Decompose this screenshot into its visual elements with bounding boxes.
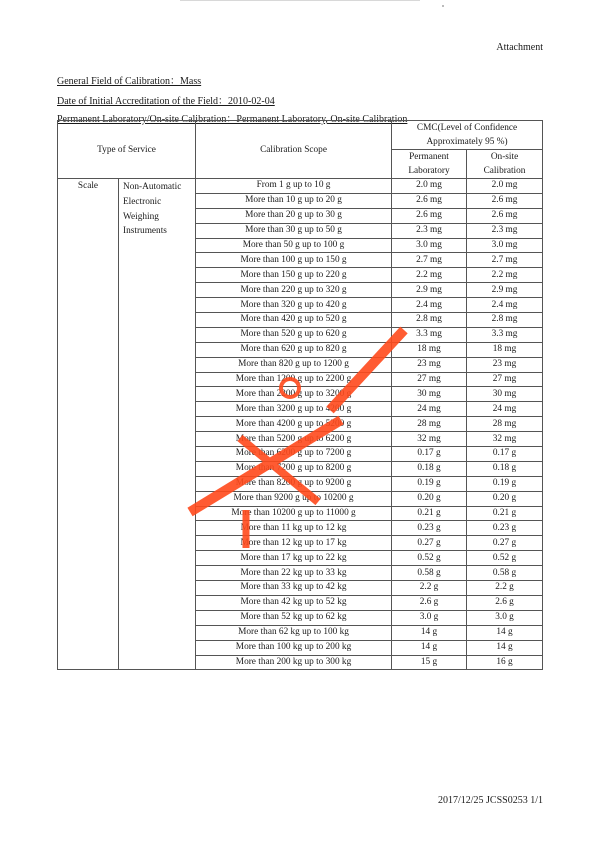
permanent-cmc-cell: 0.21 g	[392, 506, 467, 521]
calibration-scope-cell: More than 2200 g up to 3200 g	[196, 387, 392, 402]
onsite-cmc-cell: 2.7 mg	[467, 253, 543, 268]
onsite-cmc-cell: 14 g	[467, 625, 543, 640]
calibration-scope-cell: More than 11 kg up to 12 kg	[196, 521, 392, 536]
onsite-cmc-cell: 0.27 g	[467, 536, 543, 551]
calibration-scope-cell: More than 100 g up to 150 g	[196, 253, 392, 268]
calibration-table-body	[58, 179, 543, 670]
calibration-scope-header: Calibration Scope	[196, 121, 392, 179]
cmc-header-line-2: Approximately 95 %)	[426, 137, 508, 147]
calibration-scope-cell: More than 520 g up to 620 g	[196, 327, 392, 342]
calibration-scope-cell: More than 30 g up to 50 g	[196, 223, 392, 238]
permanent-cmc-cell: 0.20 g	[392, 491, 467, 506]
onsite-cmc-cell: 28 mg	[467, 417, 543, 432]
permanent-cmc-cell: 3.0 g	[392, 610, 467, 625]
permanent-cmc-cell: 18 mg	[392, 342, 467, 357]
onsite-cmc-cell: 2.8 mg	[467, 313, 543, 328]
calibration-scope-cell: More than 4200 g up to 5200 g	[196, 417, 392, 432]
permanent-cmc-cell: 14 g	[392, 625, 467, 640]
onsite-cmc-cell: 2.2 g	[467, 581, 543, 596]
calibration-table	[57, 120, 543, 670]
cmc-header-line-1: CMC(Level of Confidence	[416, 123, 518, 133]
calibration-scope-cell: More than 1200 g up to 2200 g	[196, 372, 392, 387]
onsite-cmc-cell: 2.9 mg	[467, 283, 543, 298]
permanent-cmc-cell: 23 mg	[392, 357, 467, 372]
instrument-type-line: Weighing	[123, 211, 159, 222]
calibration-scope-cell: More than 50 g up to 100 g	[196, 238, 392, 253]
onsite-cmc-cell: 2.6 mg	[467, 193, 543, 208]
onsite-cmc-cell: 2.6 g	[467, 595, 543, 610]
permanent-cmc-cell: 2.3 mg	[392, 223, 467, 238]
onsite-cmc-cell: 32 mg	[467, 432, 543, 447]
calibration-scope-cell: More than 12 kg up to 17 kg	[196, 536, 392, 551]
onsite-cmc-cell: 2.3 mg	[467, 223, 543, 238]
permanent-cmc-cell: 2.4 mg	[392, 298, 467, 313]
onsite-cmc-cell: 0.58 g	[467, 566, 543, 581]
onsite-cmc-cell: 30 mg	[467, 387, 543, 402]
calibration-scope-cell: More than 20 g up to 30 g	[196, 208, 392, 223]
permanent-cmc-cell: 2.2 mg	[392, 268, 467, 283]
calibration-scope-cell: More than 220 g up to 320 g	[196, 283, 392, 298]
onsite-cmc-cell: 16 g	[467, 655, 543, 670]
calibration-scope-cell: More than 8200 g up to 9200 g	[196, 476, 392, 491]
calibration-scope-cell: More than 52 kg up to 62 kg	[196, 610, 392, 625]
onsite-cmc-cell: 0.18 g	[467, 461, 543, 476]
permanent-cmc-cell: 2.9 mg	[392, 283, 467, 298]
calibration-scope-cell: More than 62 kg up to 100 kg	[196, 625, 392, 640]
calibration-scope-cell: More than 3200 g up to 4200 g	[196, 402, 392, 417]
calibration-scope-cell: From 1 g up to 10 g	[196, 179, 392, 194]
document-footer: 2017/12/25 JCSS0253 1/1	[437, 795, 543, 806]
instrument-type-line: Instruments	[123, 226, 167, 237]
initial-accreditation-line: Date of Initial Accreditation of the Field：2010-02-04	[57, 96, 275, 107]
calibration-scope-cell: More than 150 g up to 220 g	[196, 268, 392, 283]
onsite-cmc-cell: 3.0 mg	[467, 238, 543, 253]
calibration-scope-cell: More than 620 g up to 820 g	[196, 342, 392, 357]
onsite-cmc-cell: 3.0 g	[467, 610, 543, 625]
calibration-scope-cell: More than 100 kg up to 200 kg	[196, 640, 392, 655]
onsite-cmc-cell: 0.19 g	[467, 476, 543, 491]
instrument-type-line: Electronic	[123, 196, 162, 207]
onsite-cmc-cell: 14 g	[467, 640, 543, 655]
calibration-scope-cell: More than 7200 g up to 8200 g	[196, 461, 392, 476]
permanent-cmc-cell: 30 mg	[392, 387, 467, 402]
onsite-header-line-1: On-site	[490, 152, 519, 162]
permanent-laboratory-header	[392, 150, 467, 179]
onsite-cmc-cell: 0.21 g	[467, 506, 543, 521]
general-field-line: General Field of Calibration：Mass	[57, 76, 202, 87]
permanent-cmc-cell: 28 mg	[392, 417, 467, 432]
calibration-scope-cell: More than 42 kg up to 52 kg	[196, 595, 392, 610]
calibration-scope-cell: More than 420 g up to 520 g	[196, 313, 392, 328]
onsite-cmc-cell: 27 mg	[467, 372, 543, 387]
onsite-cmc-cell: 0.20 g	[467, 491, 543, 506]
instrument-type-cell	[119, 179, 196, 670]
permanent-cmc-cell: 3.0 mg	[392, 238, 467, 253]
calibration-scope-cell: More than 10 g up to 20 g	[196, 193, 392, 208]
calibration-scope-cell: More than 6200 g up to 7200 g	[196, 447, 392, 462]
onsite-cmc-cell: 2.0 mg	[467, 179, 543, 194]
attachment-label: Attachment	[496, 42, 543, 53]
onsite-cmc-cell: 18 mg	[467, 342, 543, 357]
onsite-cmc-cell: 2.2 mg	[467, 268, 543, 283]
permanent-cmc-cell: 2.2 g	[392, 581, 467, 596]
onsite-cmc-cell: 3.3 mg	[467, 327, 543, 342]
calibration-scope-cell: More than 200 kg up to 300 kg	[196, 655, 392, 670]
calibration-scope-cell: More than 17 kg up to 22 kg	[196, 551, 392, 566]
permanent-cmc-cell: 2.6 g	[392, 595, 467, 610]
service-category-cell: Scale	[58, 179, 119, 670]
onsite-cmc-cell: 0.17 g	[467, 447, 543, 462]
permanent-cmc-cell: 0.27 g	[392, 536, 467, 551]
scan-speck	[442, 5, 444, 7]
calibration-scope-cell: More than 320 g up to 420 g	[196, 298, 392, 313]
permanent-cmc-cell: 2.0 mg	[392, 179, 467, 194]
calibration-scope-cell: More than 820 g up to 1200 g	[196, 357, 392, 372]
permanent-cmc-cell: 0.52 g	[392, 551, 467, 566]
permanent-cmc-cell: 0.17 g	[392, 447, 467, 462]
onsite-cmc-cell: 0.23 g	[467, 521, 543, 536]
onsite-cmc-cell: 2.4 mg	[467, 298, 543, 313]
cmc-header	[392, 121, 543, 150]
permanent-cmc-cell: 15 g	[392, 655, 467, 670]
permanent-cmc-cell: 2.6 mg	[392, 193, 467, 208]
permanent-header-line-2: Laboratory	[408, 166, 450, 176]
calibration-scope-cell: More than 10200 g up to 11000 g	[196, 506, 392, 521]
onsite-cmc-cell: 23 mg	[467, 357, 543, 372]
onsite-header-line-2: Calibration	[483, 166, 526, 176]
scan-edge-line	[180, 0, 420, 1]
permanent-cmc-cell: 32 mg	[392, 432, 467, 447]
permanent-cmc-cell: 14 g	[392, 640, 467, 655]
permanent-cmc-cell: 0.19 g	[392, 476, 467, 491]
onsite-cmc-cell: 0.52 g	[467, 551, 543, 566]
permanent-header-line-1: Permanent	[409, 152, 449, 162]
onsite-calibration-header	[467, 150, 543, 179]
permanent-cmc-cell: 24 mg	[392, 402, 467, 417]
laboratory-type-line: Permanent Laboratory/On-site Calibration：Permanent Laboratory, On-site Calibration	[57, 114, 408, 125]
calibration-scope-cell: More than 22 kg up to 33 kg	[196, 566, 392, 581]
instrument-type-line: Non-Automatic	[123, 182, 182, 192]
onsite-cmc-cell: 24 mg	[467, 402, 543, 417]
calibration-scope-cell: More than 5200 g up to 6200 g	[196, 432, 392, 447]
type-of-service-header: Type of Service	[58, 121, 196, 179]
onsite-cmc-cell: 2.6 mg	[467, 208, 543, 223]
permanent-cmc-cell: 0.58 g	[392, 566, 467, 581]
permanent-cmc-cell: 0.18 g	[392, 461, 467, 476]
permanent-cmc-cell: 0.23 g	[392, 521, 467, 536]
permanent-cmc-cell: 3.3 mg	[392, 327, 467, 342]
calibration-scope-cell: More than 33 kg up to 42 kg	[196, 581, 392, 596]
table-row	[58, 179, 543, 194]
permanent-cmc-cell: 27 mg	[392, 372, 467, 387]
calibration-scope-cell: More than 9200 g up to 10200 g	[196, 491, 392, 506]
permanent-cmc-cell: 2.6 mg	[392, 208, 467, 223]
permanent-cmc-cell: 2.7 mg	[392, 253, 467, 268]
permanent-cmc-cell: 2.8 mg	[392, 313, 467, 328]
